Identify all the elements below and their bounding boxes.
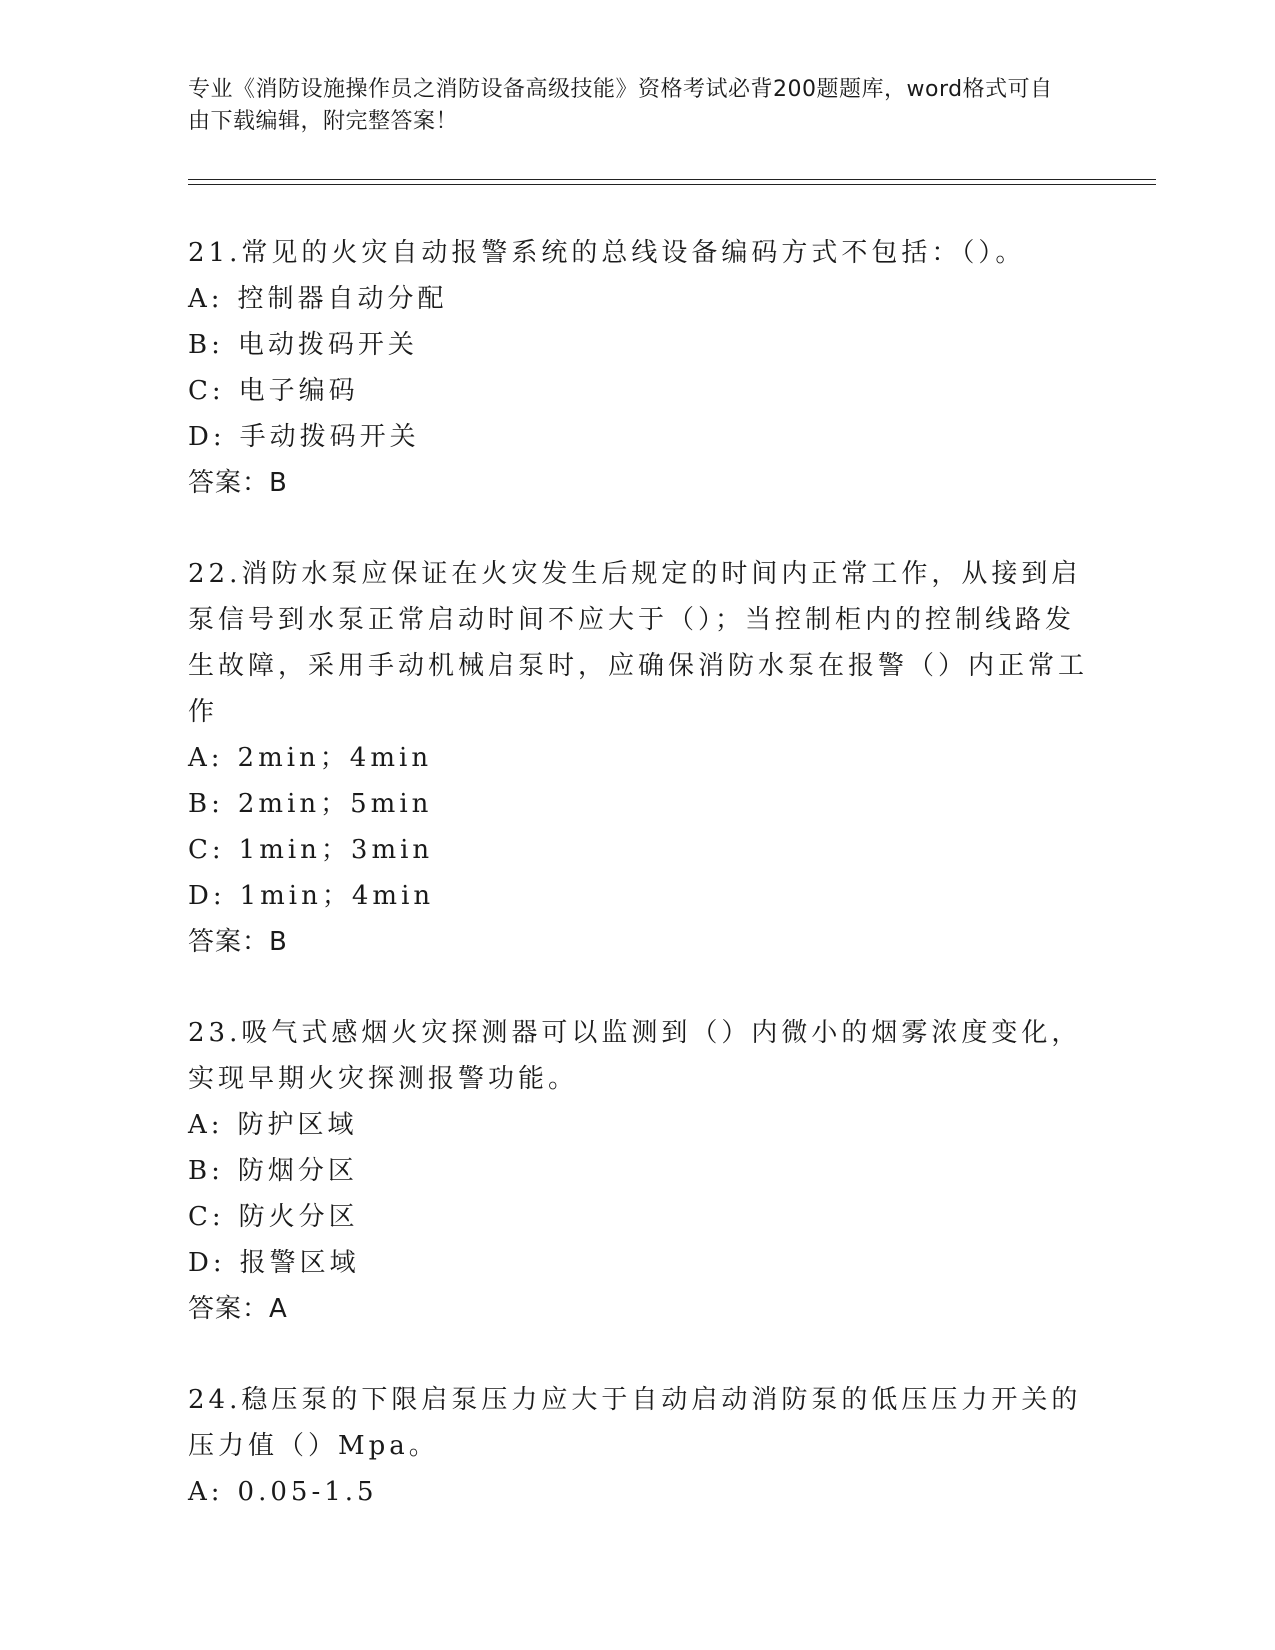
option-a: [188, 735, 1088, 781]
option-text: 控制器自动分配: [237, 284, 448, 314]
option-text: 防护区域: [237, 1110, 358, 1140]
option-a: [188, 276, 1088, 322]
option-text: 电子编码: [238, 376, 359, 406]
option-letter: A:: [188, 1110, 224, 1140]
answer-line: 答案：B: [188, 468, 288, 498]
answer-line: 答案：B: [188, 927, 288, 957]
option-text: 0.05-1.5: [237, 1477, 378, 1507]
option-c: [188, 1194, 1088, 1240]
option-text: 报警区域: [239, 1248, 360, 1278]
option-letter: B:: [188, 330, 224, 360]
option-letter: A:: [188, 284, 224, 314]
option-c: [188, 368, 1088, 414]
option-letter: D:: [188, 422, 226, 452]
question-21: [188, 230, 1088, 506]
header-divider-top: [188, 179, 1156, 180]
question-24: [188, 1377, 1088, 1515]
option-letter: C:: [188, 376, 225, 406]
option-text: 2min；5min: [237, 789, 433, 819]
question-23: [188, 1010, 1088, 1332]
option-letter: D:: [188, 881, 226, 911]
option-b: [188, 1148, 1088, 1194]
question-22: [188, 551, 1088, 965]
option-c: [188, 827, 1088, 873]
option-letter: B:: [188, 789, 224, 819]
option-text: 1min；4min: [239, 881, 435, 911]
option-letter: A:: [188, 743, 224, 773]
option-d: [188, 873, 1088, 919]
answer-line: 答案：A: [188, 1294, 288, 1324]
option-b: [188, 322, 1088, 368]
question-stem: 24.稳压泵的下限启泵压力应大于自动启动消防泵的低压压力开关的压力值（）Mpa。: [188, 1385, 1082, 1461]
option-letter: A:: [188, 1477, 224, 1507]
option-letter: C:: [188, 835, 225, 865]
option-text: 电动拨码开关: [237, 330, 418, 360]
document-header: 专业《消防设施操作员之消防设备高级技能》资格考试必背200题题库，word格式可自由下载编辑，附完整答案！: [188, 77, 1053, 134]
header-divider-bottom: [188, 184, 1156, 185]
question-stem: 23.吸气式感烟火灾探测器可以监测到（）内微小的烟雾浓度变化，实现早期火灾探测报警功能。: [188, 1018, 1082, 1094]
option-text: 防烟分区: [237, 1156, 358, 1186]
option-d: [188, 414, 1088, 460]
question-list: [188, 230, 1088, 1560]
option-text: 手动拨码开关: [239, 422, 420, 452]
option-text: 防火分区: [238, 1202, 359, 1232]
question-stem: 22.消防水泵应保证在火灾发生后规定的时间内正常工作，从接到启泵信号到水泵正常启动时间不应大于（）；当控制柜内的控制线路发生故障，采用手动机械启泵时，应确保消防水泵在报警（）内正常工作: [188, 559, 1089, 727]
option-b: [188, 781, 1088, 827]
option-letter: D:: [188, 1248, 226, 1278]
option-letter: B:: [188, 1156, 224, 1186]
option-text: 2min；4min: [237, 743, 433, 773]
option-d: [188, 1240, 1088, 1286]
option-a: [188, 1469, 1088, 1515]
question-stem: 21.常见的火灾自动报警系统的总线设备编码方式不包括：（）。: [188, 238, 1026, 268]
option-letter: C:: [188, 1202, 225, 1232]
option-a: [188, 1102, 1088, 1148]
option-text: 1min；3min: [238, 835, 434, 865]
